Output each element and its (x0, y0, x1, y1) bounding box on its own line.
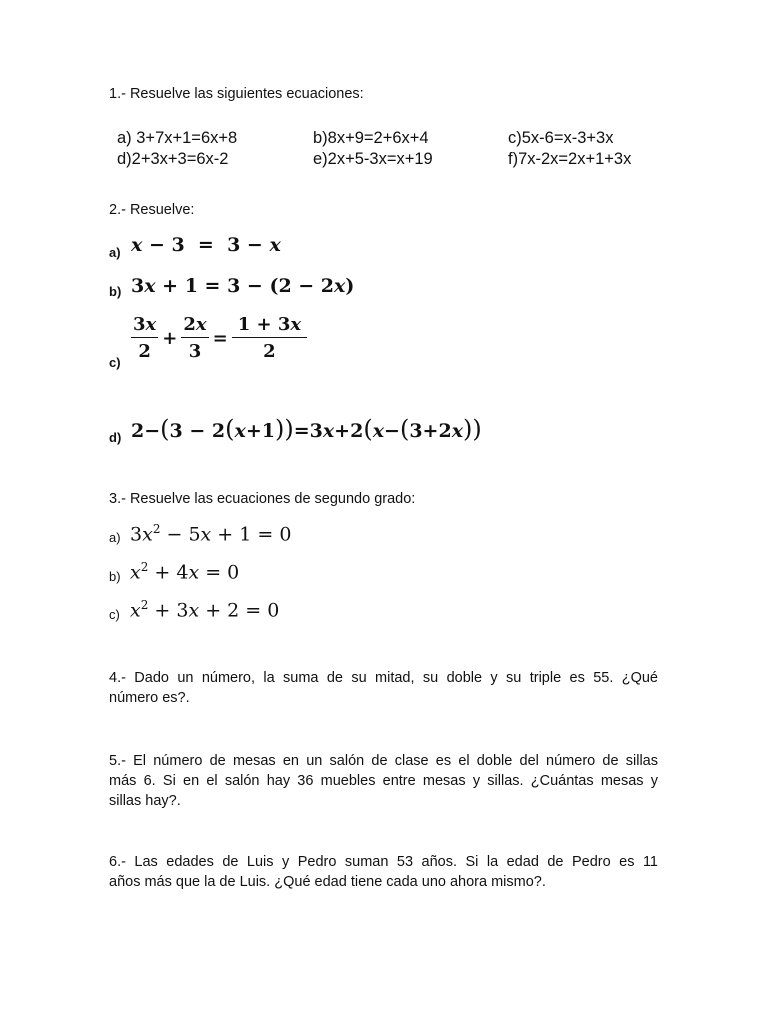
q1-eq-b: b)8x+9=2+6x+4 (313, 129, 429, 147)
q3-b-label: b) (109, 569, 121, 584)
q2-c-fraction-1: $\frac{3x}{2}$ (133, 314, 157, 362)
q1-eq-d: d)2+3x+3=6x-2 (117, 150, 229, 168)
q2-c-equation: $\frac{3x}{2}$ + $\frac{2x}{3}$ = $\frac{1 + 3x}{2}$ (131, 314, 307, 362)
q3-heading: 3.- Resuelve las ecuaciones de segundo grado: (109, 491, 416, 507)
q1-eq-e: e)2x+5-3x=x+19 (313, 150, 433, 168)
q4-line-2: número es?. (109, 690, 190, 706)
q3-c-equation: $x^2 + 3x + 2 = 0$ (130, 598, 280, 622)
q2-b-equation: 3x + 1 = 3 − (2 − 2x) (131, 275, 355, 297)
q1-eq-c: c)5x-6=x-3+3x (508, 129, 614, 147)
q3-b-equation: $x^2 + 4x = 0$ (130, 560, 240, 584)
q6-line-2: años más que la de Luis. ¿Qué edad tiene cada uno ahora mismo?. (109, 874, 546, 890)
q2-a-label: a) (109, 245, 121, 260)
q3-a-equation: $3x^2 - 5x + 1 = 0$ (130, 522, 292, 546)
q4-paragraph (109, 668, 658, 708)
q4-line-1: 4.- Dado un número, la suma de su mitad, su doble y su triple es 55. ¿Qué (109, 670, 658, 686)
q5-line-3: sillas hay?. (109, 793, 181, 809)
q2-c-fraction-3: $\frac{1 + 3x}{2}$ (232, 314, 307, 362)
q2-d-label: d) (109, 430, 122, 445)
q2-c-fraction-2: $\frac{2x}{3}$ (183, 314, 207, 362)
q2-c-label: c) (109, 355, 121, 370)
q3-c-label: c) (109, 607, 120, 622)
q2-heading: 2.- Resuelve: (109, 202, 195, 218)
q5-paragraph (109, 751, 658, 811)
q5-line-1: 5.- El número de mesas en un salón de clase es el doble del número de sillas (109, 753, 658, 769)
q1-heading: 1.- Resuelve las siguientes ecuaciones: (109, 86, 364, 102)
q2-d-equation: 2−(3 − 2(x+1))=3x+2(x−(3+2x)) (131, 415, 482, 443)
q1-eq-f: f)7x-2x=2x+1+3x (508, 150, 632, 168)
q2-a-equation: x − 3 = 3 − x (131, 234, 281, 256)
q2-b-label: b) (109, 284, 122, 299)
q5-line-2: más 6. Si en el salón hay 36 muebles entre mesas y sillas. ¿Cuántas mesas y (109, 773, 658, 789)
q1-eq-a: a) 3+7x+1=6x+8 (117, 129, 238, 147)
q3-a-label: a) (109, 530, 121, 545)
q6-paragraph (109, 852, 658, 892)
q6-line-1: 6.- Las edades de Luis y Pedro suman 53 años. Si la edad de Pedro es 11 (109, 854, 658, 870)
